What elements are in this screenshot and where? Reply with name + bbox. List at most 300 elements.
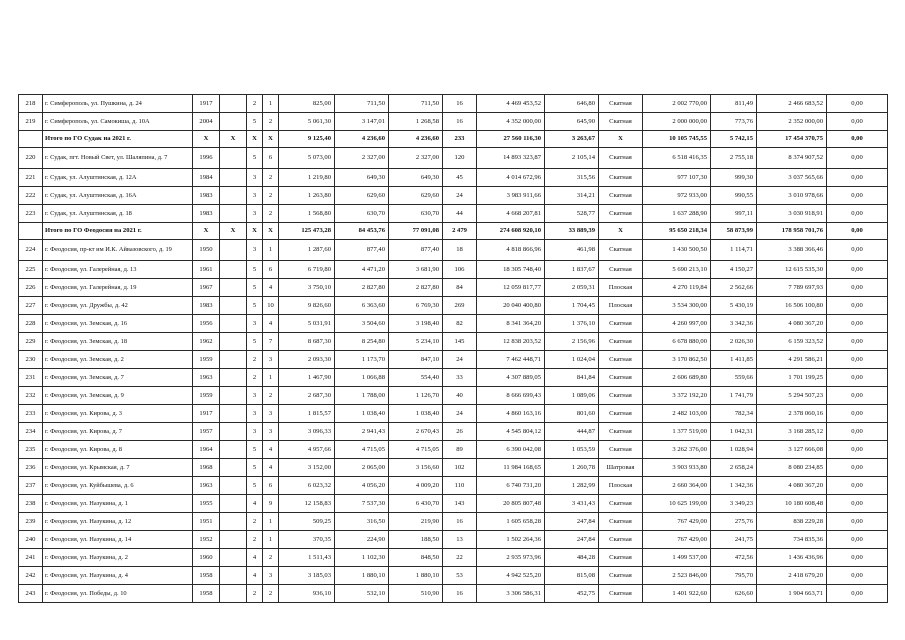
address-cell: г. Феодосия, ул. Кирова, д. 3 <box>43 405 193 423</box>
apartments-area-cell: 629,60 <box>389 187 443 205</box>
year-built-cell: 1958 <box>193 567 220 585</box>
residents-cell: 89 <box>443 441 477 459</box>
zero-value-cell: 0,00 <box>827 423 888 441</box>
roof-area-cell: 815,08 <box>545 567 599 585</box>
residents-cell: 40 <box>443 387 477 405</box>
fund-amount-cell: 1 377 519,00 <box>643 423 711 441</box>
address-cell: г. Феодосия, ул. Земская, д. 7 <box>43 369 193 387</box>
address-cell: г. Феодосия, ул. Куйбышева, д. 6 <box>43 477 193 495</box>
fund-amount-cell: 10 105 745,55 <box>643 131 711 148</box>
roof-type-cell: Скатная <box>599 205 643 223</box>
table-row <box>19 459 888 477</box>
year-built-cell: 1959 <box>193 351 220 369</box>
other-sources-cell: 2 352 000,00 <box>757 113 827 131</box>
fund-per-m2-cell: 1 411,85 <box>711 351 757 369</box>
year-built-cell: 1983 <box>193 297 220 315</box>
year-built-cell: 1958 <box>193 585 220 603</box>
fund-per-m2-cell: 5 742,15 <box>711 131 757 148</box>
row-number-cell: 241 <box>19 549 43 567</box>
zero-value-cell: 0,00 <box>827 531 888 549</box>
repair-cost-cell: 4 469 453,52 <box>477 95 545 113</box>
apartments-area-cell: 711,50 <box>389 95 443 113</box>
zero-value-cell: 0,00 <box>827 240 888 261</box>
other-sources-cell: 2 378 060,16 <box>757 405 827 423</box>
row-number-cell: 242 <box>19 567 43 585</box>
total-area-cell: 12 158,83 <box>279 495 335 513</box>
roof-type-cell: Скатная <box>599 441 643 459</box>
roof-type-cell: Скатная <box>599 423 643 441</box>
living-area-cell: 1 173,70 <box>335 351 389 369</box>
row-number-cell: 228 <box>19 315 43 333</box>
apartments-area-cell: 4 009,20 <box>389 477 443 495</box>
roof-area-cell: 646,80 <box>545 95 599 113</box>
zero-value-cell: 0,00 <box>827 315 888 333</box>
housing-repair-table <box>18 94 888 603</box>
other-sources-cell: 8 374 907,52 <box>757 148 827 169</box>
total-area-cell: 6 719,80 <box>279 261 335 279</box>
address-cell: г. Феодосия, пр-кт им И.К. Айвазовского, д. 19 <box>43 240 193 261</box>
address-cell: г. Судак, ул. Алуштинская, д. 16А <box>43 187 193 205</box>
living-area-cell: 7 537,30 <box>335 495 389 513</box>
year-built-cell: X <box>193 131 220 148</box>
total-area-cell: 1 219,80 <box>279 169 335 187</box>
floors-cell: 2 <box>247 369 263 387</box>
row-number-cell: 232 <box>19 387 43 405</box>
apartments-area-cell: 1 268,58 <box>389 113 443 131</box>
floors-cell: 2 <box>247 351 263 369</box>
address-cell: г. Симферополь, ул. Пушкина, д. 24 <box>43 95 193 113</box>
blank-cell <box>220 423 247 441</box>
repair-cost-cell: 4 942 525,20 <box>477 567 545 585</box>
apartments-area-cell: 3 156,60 <box>389 459 443 477</box>
total-area-cell: 5 073,00 <box>279 148 335 169</box>
other-sources-cell: 3 010 978,66 <box>757 187 827 205</box>
year-built-cell: 1960 <box>193 549 220 567</box>
apartments-area-cell: 3 198,40 <box>389 315 443 333</box>
apartments-area-cell: 2 827,80 <box>389 279 443 297</box>
fund-amount-cell: 4 270 119,84 <box>643 279 711 297</box>
living-area-cell: 6 363,60 <box>335 297 389 315</box>
blank-cell <box>220 531 247 549</box>
blank-cell <box>220 387 247 405</box>
residents-cell: 110 <box>443 477 477 495</box>
residents-cell: 16 <box>443 585 477 603</box>
roof-type-cell: Шатровая <box>599 459 643 477</box>
address-cell: г. Феодосия, ул. Назукина, д. 2 <box>43 549 193 567</box>
row-number-cell <box>19 131 43 148</box>
residents-cell: 145 <box>443 333 477 351</box>
apartments-area-cell: 510,90 <box>389 585 443 603</box>
address-cell: г. Феодосия, ул. Кирова, д. 8 <box>43 441 193 459</box>
apartments-area-cell: 4 715,05 <box>389 441 443 459</box>
fund-amount-cell: 1 430 500,50 <box>643 240 711 261</box>
floors-cell: 2 <box>247 531 263 549</box>
table-row <box>19 169 888 187</box>
living-area-cell: 3 147,01 <box>335 113 389 131</box>
address-cell: г. Феодосия, ул. Галерейная, д. 19 <box>43 279 193 297</box>
repair-cost-cell: 18 305 748,40 <box>477 261 545 279</box>
zero-value-cell: 0,00 <box>827 279 888 297</box>
repair-cost-cell: 20 040 400,80 <box>477 297 545 315</box>
entrances-cell: 1 <box>263 513 279 531</box>
address-cell: г. Феодосия, ул. Крымская, д. 7 <box>43 459 193 477</box>
living-area-cell: 711,50 <box>335 95 389 113</box>
entrances-cell: 4 <box>263 279 279 297</box>
roof-type-cell: Скатная <box>599 113 643 131</box>
living-area-cell: 2 327,00 <box>335 148 389 169</box>
roof-area-cell: 314,21 <box>545 187 599 205</box>
fund-per-m2-cell: 1 028,94 <box>711 441 757 459</box>
document-sheet <box>18 94 888 603</box>
address-cell: Итого по ГО Феодосия на 2021 г. <box>43 223 193 240</box>
floors-cell: 3 <box>247 387 263 405</box>
repair-cost-cell: 12 059 817,77 <box>477 279 545 297</box>
residents-cell: 120 <box>443 148 477 169</box>
roof-type-cell: Скатная <box>599 495 643 513</box>
year-built-cell: 1983 <box>193 187 220 205</box>
total-area-cell: 1 287,60 <box>279 240 335 261</box>
entrances-cell: 2 <box>263 169 279 187</box>
total-area-cell: 2 687,30 <box>279 387 335 405</box>
floors-cell: X <box>247 223 263 240</box>
total-area-cell: 3 152,00 <box>279 459 335 477</box>
row-number-cell: 223 <box>19 205 43 223</box>
living-area-cell: 1 066,88 <box>335 369 389 387</box>
blank-cell <box>220 148 247 169</box>
residents-cell: 24 <box>443 405 477 423</box>
other-sources-cell: 4 080 367,20 <box>757 477 827 495</box>
blank-cell <box>220 240 247 261</box>
entrances-cell: 1 <box>263 95 279 113</box>
address-cell: г. Феодосия, ул. Земская, д. 16 <box>43 315 193 333</box>
roof-type-cell: Плоская <box>599 297 643 315</box>
roof-area-cell: 484,28 <box>545 549 599 567</box>
residents-cell: 33 <box>443 369 477 387</box>
other-sources-cell: 838 229,28 <box>757 513 827 531</box>
apartments-area-cell: 3 681,90 <box>389 261 443 279</box>
floors-cell: 5 <box>247 113 263 131</box>
other-sources-cell: 734 835,36 <box>757 531 827 549</box>
address-cell: Итого по ГО Судак на 2021 г. <box>43 131 193 148</box>
entrances-cell: 3 <box>263 567 279 585</box>
table-row <box>19 585 888 603</box>
blank-cell <box>220 549 247 567</box>
address-cell: г. Феодосия, ул. Кирова, д. 7 <box>43 423 193 441</box>
blank-cell <box>220 441 247 459</box>
entrances-cell: X <box>263 223 279 240</box>
roof-area-cell: 1 837,67 <box>545 261 599 279</box>
residents-cell: 82 <box>443 315 477 333</box>
year-built-cell: 1952 <box>193 531 220 549</box>
total-area-cell: 6 023,32 <box>279 477 335 495</box>
address-cell: г. Судак, ул. Алуштинская, д. 18 <box>43 205 193 223</box>
year-built-cell: X <box>193 223 220 240</box>
other-sources-cell: 4 080 367,20 <box>757 315 827 333</box>
fund-amount-cell: 3 534 300,00 <box>643 297 711 315</box>
fund-per-m2-cell: 1 114,71 <box>711 240 757 261</box>
floors-cell: 5 <box>247 477 263 495</box>
apartments-area-cell: 77 091,08 <box>389 223 443 240</box>
fund-amount-cell: 3 262 376,00 <box>643 441 711 459</box>
row-number-cell: 226 <box>19 279 43 297</box>
row-number-cell: 236 <box>19 459 43 477</box>
repair-cost-cell: 27 560 116,30 <box>477 131 545 148</box>
other-sources-cell: 4 291 586,21 <box>757 351 827 369</box>
fund-amount-cell: 3 372 192,20 <box>643 387 711 405</box>
fund-amount-cell: 972 933,00 <box>643 187 711 205</box>
table-row <box>19 423 888 441</box>
zero-value-cell: 0,00 <box>827 369 888 387</box>
entrances-cell: 6 <box>263 261 279 279</box>
roof-type-cell: Скатная <box>599 405 643 423</box>
other-sources-cell: 1 436 436,96 <box>757 549 827 567</box>
subtotal-row <box>19 131 888 148</box>
roof-area-cell: 1 260,78 <box>545 459 599 477</box>
repair-cost-cell: 2 935 973,96 <box>477 549 545 567</box>
roof-type-cell: Скатная <box>599 567 643 585</box>
zero-value-cell: 0,00 <box>827 148 888 169</box>
roof-area-cell: 247,84 <box>545 531 599 549</box>
zero-value-cell: 0,00 <box>827 169 888 187</box>
other-sources-cell: 10 180 608,48 <box>757 495 827 513</box>
floors-cell: 3 <box>247 169 263 187</box>
repair-cost-cell: 11 984 168,65 <box>477 459 545 477</box>
residents-cell: 18 <box>443 240 477 261</box>
roof-type-cell: X <box>599 131 643 148</box>
apartments-area-cell: 188,50 <box>389 531 443 549</box>
table-row <box>19 205 888 223</box>
living-area-cell: 532,10 <box>335 585 389 603</box>
fund-per-m2-cell: 1 342,36 <box>711 477 757 495</box>
living-area-cell: 2 065,00 <box>335 459 389 477</box>
total-area-cell: 509,25 <box>279 513 335 531</box>
row-number-cell: 220 <box>19 148 43 169</box>
total-area-cell: 1 511,43 <box>279 549 335 567</box>
zero-value-cell: 0,00 <box>827 223 888 240</box>
fund-per-m2-cell: 4 150,27 <box>711 261 757 279</box>
address-cell: г. Симферополь, ул. Самокиша, д. 10А <box>43 113 193 131</box>
row-number-cell: 243 <box>19 585 43 603</box>
roof-type-cell: Плоская <box>599 279 643 297</box>
repair-cost-cell: 3 983 911,66 <box>477 187 545 205</box>
living-area-cell: 1 880,10 <box>335 567 389 585</box>
row-number-cell: 227 <box>19 297 43 315</box>
fund-per-m2-cell: 1 042,31 <box>711 423 757 441</box>
repair-cost-cell: 14 893 323,87 <box>477 148 545 169</box>
table-row <box>19 441 888 459</box>
roof-type-cell: Скатная <box>599 169 643 187</box>
zero-value-cell: 0,00 <box>827 351 888 369</box>
zero-value-cell: 0,00 <box>827 495 888 513</box>
total-area-cell: 1 467,90 <box>279 369 335 387</box>
other-sources-cell: 2 466 683,52 <box>757 95 827 113</box>
entrances-cell: 2 <box>263 113 279 131</box>
zero-value-cell: 0,00 <box>827 187 888 205</box>
floors-cell: 4 <box>247 495 263 513</box>
year-built-cell: 1962 <box>193 333 220 351</box>
living-area-cell: 630,70 <box>335 205 389 223</box>
table-row <box>19 495 888 513</box>
residents-cell: 24 <box>443 351 477 369</box>
repair-cost-cell: 20 805 807,48 <box>477 495 545 513</box>
repair-cost-cell: 12 838 203,52 <box>477 333 545 351</box>
blank-cell <box>220 297 247 315</box>
roof-area-cell: 1 282,99 <box>545 477 599 495</box>
row-number-cell: 225 <box>19 261 43 279</box>
address-cell: г. Феодосия, ул. Земская, д. 18 <box>43 333 193 351</box>
roof-type-cell: Скатная <box>599 387 643 405</box>
zero-value-cell: 0,00 <box>827 513 888 531</box>
fund-per-m2-cell: 3 349,23 <box>711 495 757 513</box>
residents-cell: 16 <box>443 95 477 113</box>
apartments-area-cell: 2 327,00 <box>389 148 443 169</box>
total-area-cell: 5 031,91 <box>279 315 335 333</box>
living-area-cell: 2 827,80 <box>335 279 389 297</box>
fund-per-m2-cell: 773,76 <box>711 113 757 131</box>
roof-area-cell: 2 156,96 <box>545 333 599 351</box>
year-built-cell: 1963 <box>193 477 220 495</box>
residents-cell: 269 <box>443 297 477 315</box>
entrances-cell: 7 <box>263 333 279 351</box>
residents-cell: 45 <box>443 169 477 187</box>
year-built-cell: 1951 <box>193 513 220 531</box>
roof-type-cell: Скатная <box>599 585 643 603</box>
living-area-cell: 1 102,30 <box>335 549 389 567</box>
residents-cell: 233 <box>443 131 477 148</box>
living-area-cell: 629,60 <box>335 187 389 205</box>
living-area-cell: 1 038,40 <box>335 405 389 423</box>
fund-per-m2-cell: 1 741,79 <box>711 387 757 405</box>
roof-area-cell: 2 105,14 <box>545 148 599 169</box>
year-built-cell: 1955 <box>193 495 220 513</box>
residents-cell: 106 <box>443 261 477 279</box>
apartments-area-cell: 6 769,30 <box>389 297 443 315</box>
residents-cell: 22 <box>443 549 477 567</box>
fund-amount-cell: 95 650 218,34 <box>643 223 711 240</box>
roof-area-cell: 645,90 <box>545 113 599 131</box>
floors-cell: 3 <box>247 315 263 333</box>
other-sources-cell: 7 789 697,93 <box>757 279 827 297</box>
apartments-area-cell: 848,50 <box>389 549 443 567</box>
blank-cell: X <box>220 131 247 148</box>
row-number-cell: 222 <box>19 187 43 205</box>
entrances-cell: 3 <box>263 423 279 441</box>
row-number-cell: 235 <box>19 441 43 459</box>
roof-area-cell: 1 053,59 <box>545 441 599 459</box>
year-built-cell: 1956 <box>193 315 220 333</box>
roof-type-cell: Скатная <box>599 351 643 369</box>
table-row <box>19 333 888 351</box>
year-built-cell: 1917 <box>193 95 220 113</box>
other-sources-cell: 3 037 565,66 <box>757 169 827 187</box>
apartments-area-cell: 649,30 <box>389 169 443 187</box>
roof-area-cell: 528,77 <box>545 205 599 223</box>
floors-cell: 5 <box>247 459 263 477</box>
zero-value-cell: 0,00 <box>827 585 888 603</box>
residents-cell: 84 <box>443 279 477 297</box>
entrances-cell: 2 <box>263 205 279 223</box>
residents-cell: 13 <box>443 531 477 549</box>
total-area-cell: 8 687,30 <box>279 333 335 351</box>
entrances-cell: 4 <box>263 315 279 333</box>
floors-cell: 5 <box>247 333 263 351</box>
residents-cell: 53 <box>443 567 477 585</box>
table-row <box>19 261 888 279</box>
row-number-cell: 239 <box>19 513 43 531</box>
repair-cost-cell: 4 860 163,16 <box>477 405 545 423</box>
zero-value-cell: 0,00 <box>827 459 888 477</box>
address-cell: г. Судак, пгт. Новый Свет, ул. Шаляпина, д. 7 <box>43 148 193 169</box>
repair-cost-cell: 1 605 658,28 <box>477 513 545 531</box>
fund-per-m2-cell: 275,76 <box>711 513 757 531</box>
other-sources-cell: 12 615 535,30 <box>757 261 827 279</box>
other-sources-cell: 3 127 666,08 <box>757 441 827 459</box>
year-built-cell: 1917 <box>193 405 220 423</box>
fund-amount-cell: 977 107,30 <box>643 169 711 187</box>
living-area-cell: 1 788,00 <box>335 387 389 405</box>
residents-cell: 2 479 <box>443 223 477 240</box>
other-sources-cell: 8 080 234,85 <box>757 459 827 477</box>
fund-per-m2-cell: 997,11 <box>711 205 757 223</box>
blank-cell <box>220 333 247 351</box>
blank-cell <box>220 495 247 513</box>
fund-per-m2-cell: 795,70 <box>711 567 757 585</box>
blank-cell <box>220 369 247 387</box>
entrances-cell: 2 <box>263 549 279 567</box>
year-built-cell: 1984 <box>193 169 220 187</box>
entrances-cell: 1 <box>263 240 279 261</box>
floors-cell: 4 <box>247 549 263 567</box>
row-number-cell: 229 <box>19 333 43 351</box>
repair-cost-cell: 7 462 448,71 <box>477 351 545 369</box>
residents-cell: 24 <box>443 187 477 205</box>
living-area-cell: 4 471,20 <box>335 261 389 279</box>
fund-per-m2-cell: 999,30 <box>711 169 757 187</box>
table-row <box>19 513 888 531</box>
total-area-cell: 3 185,03 <box>279 567 335 585</box>
entrances-cell: 4 <box>263 441 279 459</box>
apartments-area-cell: 219,90 <box>389 513 443 531</box>
row-number-cell: 230 <box>19 351 43 369</box>
zero-value-cell: 0,00 <box>827 387 888 405</box>
zero-value-cell: 0,00 <box>827 567 888 585</box>
address-cell: г. Феодосия, ул. Назукина, д. 4 <box>43 567 193 585</box>
blank-cell: X <box>220 223 247 240</box>
total-area-cell: 3 750,10 <box>279 279 335 297</box>
total-area-cell: 825,00 <box>279 95 335 113</box>
fund-per-m2-cell: 241,75 <box>711 531 757 549</box>
entrances-cell: 2 <box>263 585 279 603</box>
year-built-cell: 1964 <box>193 441 220 459</box>
fund-per-m2-cell: 5 430,19 <box>711 297 757 315</box>
address-cell: г. Феодосия, ул. Назукина, д. 14 <box>43 531 193 549</box>
row-number-cell <box>19 223 43 240</box>
year-built-cell: 1968 <box>193 459 220 477</box>
year-built-cell: 1961 <box>193 261 220 279</box>
total-area-cell: 9 826,60 <box>279 297 335 315</box>
roof-area-cell: 452,75 <box>545 585 599 603</box>
apartments-area-cell: 847,10 <box>389 351 443 369</box>
floors-cell: 5 <box>247 148 263 169</box>
residents-cell: 16 <box>443 113 477 131</box>
floors-cell: 5 <box>247 279 263 297</box>
fund-amount-cell: 2 606 689,80 <box>643 369 711 387</box>
address-cell: г. Феодосия, ул. Назукина, д. 12 <box>43 513 193 531</box>
roof-area-cell: 444,87 <box>545 423 599 441</box>
row-number-cell: 224 <box>19 240 43 261</box>
roof-area-cell: 461,98 <box>545 240 599 261</box>
roof-type-cell: Скатная <box>599 187 643 205</box>
